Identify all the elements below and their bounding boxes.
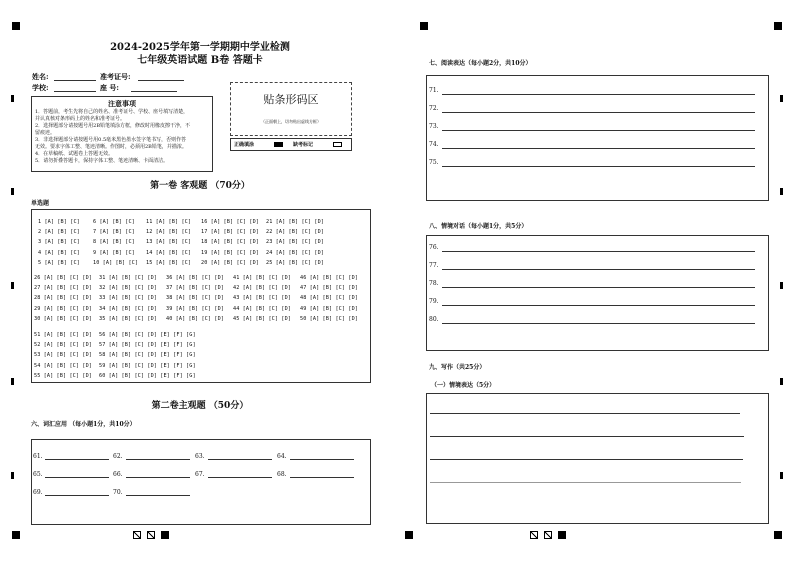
writing-line[interactable] (430, 459, 743, 460)
barcode-hint: （正面朝上，切勿贴出虚线方框） (261, 119, 321, 124)
mcq-question-15[interactable]: 15 [A] [B] [C] (146, 259, 192, 266)
mcq-question-50[interactable]: 50 [A] [B] [C] [D] (300, 315, 359, 322)
seat-field[interactable] (131, 91, 177, 92)
dialog-num: 80. (429, 316, 439, 323)
mcq-question-10[interactable]: 10 [A] [B] [C] (93, 259, 139, 266)
mcq-question-38[interactable]: 38 [A] [B] [C] [D] (166, 295, 225, 302)
mcq-question-24[interactable]: 24 [A] [B] [C] [D] (266, 249, 325, 256)
vocab-answer-62[interactable] (126, 459, 190, 460)
timing-mark (780, 378, 783, 385)
mcq-question-58[interactable]: 58 [A] [B] [C] [D] [E] [F] [G] (99, 352, 196, 359)
timing-mark (11, 378, 14, 385)
notice-item: 4．在草稿纸、试题卷上答题无效。 (35, 151, 114, 157)
dialog-title: 八、情境对话（每小题1分，共5分） (429, 223, 528, 230)
mcq-question-2[interactable]: 2 [A] [B] [C] (38, 229, 80, 236)
section1-sub: 单选题 (31, 200, 50, 207)
dialog-answer-76[interactable] (442, 251, 755, 252)
mcq-question-13[interactable]: 13 [A] [B] [C] (146, 239, 192, 246)
notice-item: 2．选择题部分请按题号用2B铅笔填涂方框，修改时用橡皮擦干净，不 (35, 123, 191, 129)
mcq-question-41[interactable]: 41 [A] [B] [C] [D] (233, 275, 292, 281)
reading-num: 73. (429, 123, 439, 130)
vocab-answer-63[interactable] (208, 459, 272, 460)
writing-title: 九、写作（共25分） (429, 364, 486, 371)
vocab-num: 62. (113, 453, 123, 460)
mcq-question-33[interactable]: 33 [A] [B] [C] [D] (99, 295, 158, 302)
vocab-num: 61. (33, 453, 43, 460)
mcq-question-40[interactable]: 40 [A] [B] [C] [D] (166, 315, 225, 322)
mcq-question-43[interactable]: 43 [A] [B] [C] [D] (233, 295, 292, 302)
timing-mark (11, 282, 14, 289)
vocab-answer-67[interactable] (208, 477, 272, 478)
vocab-num: 64. (277, 453, 287, 460)
notice-title: 注意事项 (108, 99, 136, 108)
vocab-answer-61[interactable] (45, 459, 109, 460)
mcq-question-21[interactable]: 21 [A] [B] [C] [D] (266, 219, 325, 225)
vocab-title: 六、词汇应用 （每小题1分，共10分） (31, 421, 136, 428)
mcq-question-49[interactable]: 49 [A] [B] [C] [D] (300, 305, 359, 312)
reading-answer-71[interactable] (442, 94, 755, 95)
corner-marker-bc (405, 531, 413, 539)
seat-label: 座 号: (100, 83, 120, 92)
mcq-question-37[interactable]: 37 [A] [B] [C] [D] (166, 285, 225, 292)
section1-title: 第一卷 客观题 （70分） (150, 181, 250, 191)
timing-mark (780, 472, 783, 479)
page-code-mark (558, 531, 566, 539)
fill-legend (230, 138, 352, 151)
page-code-mark (133, 531, 141, 539)
mcq-question-19[interactable]: 19 [A] [B] [C] [D] (201, 249, 260, 256)
writing-sub: （一）情境表达（5分） (431, 382, 496, 389)
page-code-mark (147, 531, 155, 539)
mcq-question-29[interactable]: 29 [A] [B] [C] [D] (34, 305, 93, 312)
mcq-question-20[interactable]: 20 [A] [B] [C] [D] (201, 259, 260, 266)
mcq-question-9[interactable]: 9 [A] [B] [C] (93, 249, 135, 256)
absent-label: 缺考标记 (293, 142, 314, 148)
correct-fill-label: 正确填涂 (234, 142, 255, 148)
reading-title: 七、阅读表达（每小题2分，共10分） (429, 60, 532, 67)
mcq-question-32[interactable]: 32 [A] [B] [C] [D] (99, 285, 158, 292)
reading-answer-73[interactable] (442, 130, 755, 131)
dialog-answer-79[interactable] (442, 305, 755, 306)
school-field[interactable] (54, 91, 96, 92)
timing-mark (780, 95, 783, 102)
mcq-question-42[interactable]: 42 [A] [B] [C] [D] (233, 285, 292, 292)
mcq-question-44[interactable]: 44 [A] [B] [C] [D] (233, 305, 292, 312)
mcq-question-30[interactable]: 30 [A] [B] [C] [D] (34, 315, 93, 322)
notice-item: 无效。要求字体工整、笔迹清晰。作图时，必须用2B铅笔，并描浓。 (35, 144, 187, 150)
notice-box (31, 96, 213, 172)
school-label: 学校: (32, 83, 49, 92)
vocab-answer-70[interactable] (126, 495, 190, 496)
mcq-question-18[interactable]: 18 [A] [B] [C] [D] (201, 239, 260, 246)
timing-mark (780, 282, 783, 289)
vocab-num: 68. (277, 471, 287, 478)
mcq-question-56[interactable]: 56 [A] [B] [C] [D] [E] [F] [G] (99, 332, 196, 338)
dialog-answer-78[interactable] (442, 287, 755, 288)
name-field[interactable] (54, 80, 96, 81)
mcq-question-5[interactable]: 5 [A] [B] [C] (38, 259, 80, 266)
mcq-question-51[interactable]: 51 [A] [B] [C] [D] (34, 332, 93, 338)
mcq-question-25[interactable]: 25 [A] [B] [C] [D] (266, 259, 325, 266)
mcq-question-48[interactable]: 48 [A] [B] [C] [D] (300, 295, 359, 302)
reading-num: 71. (429, 87, 439, 94)
notice-list (32, 109, 212, 165)
mcq-question-52[interactable]: 52 [A] [B] [C] [D] (34, 342, 93, 349)
corner-marker-br (774, 531, 782, 539)
mcq-question-34[interactable]: 34 [A] [B] [C] [D] (99, 305, 158, 312)
mcq-question-55[interactable]: 55 [A] [B] [C] [D] (34, 372, 93, 379)
mcq-question-23[interactable]: 23 [A] [B] [C] [D] (266, 239, 325, 246)
mcq-question-59[interactable]: 59 [A] [B] [C] [D] [E] [F] [G] (99, 362, 196, 369)
mcq-question-17[interactable]: 17 [A] [B] [C] [D] (201, 229, 260, 236)
dialog-num: 76. (429, 244, 439, 251)
corner-marker-bl (12, 531, 20, 539)
vocab-answer-69[interactable] (45, 495, 109, 496)
name-label: 姓名: (32, 72, 49, 81)
corner-marker-tr (774, 22, 782, 30)
title-line2: 七年级英语试题 B卷 答题卡 (137, 55, 263, 66)
mcq-question-22[interactable]: 22 [A] [B] [C] [D] (266, 229, 325, 236)
timing-mark (11, 95, 14, 102)
dialog-box (426, 235, 769, 351)
mcq-question-28[interactable]: 28 [A] [B] [C] [D] (34, 295, 93, 302)
correct-fill-sample (274, 142, 283, 147)
vocab-num: 66. (113, 471, 123, 478)
mcq-question-36[interactable]: 36 [A] [B] [C] [D] (166, 275, 225, 281)
mcq-question-1[interactable]: 1 [A] [B] [C] (38, 219, 80, 225)
reading-answer-72[interactable] (442, 112, 755, 113)
dialog-num: 78. (429, 280, 439, 287)
exam-no-field[interactable] (138, 80, 184, 81)
vocab-num: 67. (195, 471, 205, 478)
section2-title: 第二卷主观题 （50分） (151, 401, 249, 411)
reading-num: 74. (429, 141, 439, 148)
barcode-area (230, 82, 352, 136)
mcq-question-8[interactable]: 8 [A] [B] [C] (93, 239, 135, 246)
mcq-question-46[interactable]: 46 [A] [B] [C] [D] (300, 275, 359, 281)
mcq-question-6[interactable]: 6 [A] [B] [C] (93, 219, 135, 225)
mcq-question-7[interactable]: 7 [A] [B] [C] (93, 229, 135, 236)
notice-item: 留痕迹。 (35, 130, 56, 136)
writing-line[interactable] (430, 413, 740, 414)
title-line1: 2024-2025学年第一学期期中学业检测 (110, 42, 290, 53)
mcq-question-31[interactable]: 31 [A] [B] [C] [D] (99, 275, 158, 281)
dialog-answer-77[interactable] (442, 269, 755, 270)
page-code-mark (530, 531, 538, 539)
vocab-num: 70. (113, 489, 123, 496)
mcq-question-60[interactable]: 60 [A] [B] [C] [D] [E] [F] [G] (99, 372, 196, 379)
mcq-question-3[interactable]: 3 [A] [B] [C] (38, 239, 80, 246)
exam-no-label: 准考证号: (100, 72, 131, 81)
mcq-question-45[interactable]: 45 [A] [B] [C] [D] (233, 315, 292, 322)
mcq-question-57[interactable]: 57 [A] [B] [C] [D] [E] [F] [G] (99, 342, 196, 349)
corner-marker-tc (420, 22, 428, 30)
mcq-question-47[interactable]: 47 [A] [B] [C] [D] (300, 285, 359, 292)
mcq-question-16[interactable]: 16 [A] [B] [C] [D] (201, 219, 260, 225)
writing-line[interactable] (430, 436, 744, 437)
vocab-num: 63. (195, 453, 205, 460)
vocab-answer-66[interactable] (126, 477, 190, 478)
vocab-answer-68[interactable] (290, 477, 354, 478)
notice-item: 5．请勿折叠答题卡，保持字体工整、笔迹清晰、卡面清洁。 (35, 158, 169, 164)
notice-item: 1．答题前，考生先将自己的姓名、准考证号、学校、座号填写清楚， (35, 109, 189, 115)
vocab-num: 69. (33, 489, 43, 496)
mcq-question-4[interactable]: 4 [A] [B] [C] (38, 249, 80, 256)
dialog-answer-80[interactable] (442, 323, 755, 324)
timing-mark (11, 472, 14, 479)
corner-marker-tl (12, 22, 20, 30)
mcq-question-14[interactable]: 14 [A] [B] [C] (146, 249, 192, 256)
vocab-answer-65[interactable] (45, 477, 109, 478)
vocab-num: 65. (33, 471, 43, 478)
mcq-question-35[interactable]: 35 [A] [B] [C] [D] (99, 315, 158, 322)
dialog-num: 77. (429, 262, 439, 269)
page-code-mark (544, 531, 552, 539)
reading-num: 72. (429, 105, 439, 112)
dialog-num: 79. (429, 298, 439, 305)
absent-mark-box[interactable] (333, 142, 342, 147)
notice-item: 并认真核对条形码上的姓名和准考证号。 (35, 116, 126, 122)
timing-mark (780, 188, 783, 195)
mcq-question-11[interactable]: 11 [A] [B] [C] (146, 219, 192, 225)
mcq-question-53[interactable]: 53 [A] [B] [C] [D] (34, 352, 93, 359)
page-code-mark (161, 531, 169, 539)
mcq-question-39[interactable]: 39 [A] [B] [C] [D] (166, 305, 225, 312)
mcq-question-54[interactable]: 54 [A] [B] [C] [D] (34, 362, 93, 369)
vocab-box (31, 439, 371, 525)
mcq-question-12[interactable]: 12 [A] [B] [C] (146, 229, 192, 236)
writing-line[interactable] (430, 482, 741, 483)
mcq-question-26[interactable]: 26 [A] [B] [C] [D] (34, 275, 93, 281)
reading-num: 75. (429, 159, 439, 166)
vocab-answer-64[interactable] (290, 459, 354, 460)
reading-answer-75[interactable] (442, 166, 755, 167)
notice-item: 3．非选择题部分请按题号用0.5毫米黑色墨水签字笔书写，否则作答 (35, 137, 187, 143)
barcode-label: 贴条形码区 (263, 93, 319, 106)
mcq-question-27[interactable]: 27 [A] [B] [C] [D] (34, 285, 93, 292)
reading-answer-74[interactable] (442, 148, 755, 149)
